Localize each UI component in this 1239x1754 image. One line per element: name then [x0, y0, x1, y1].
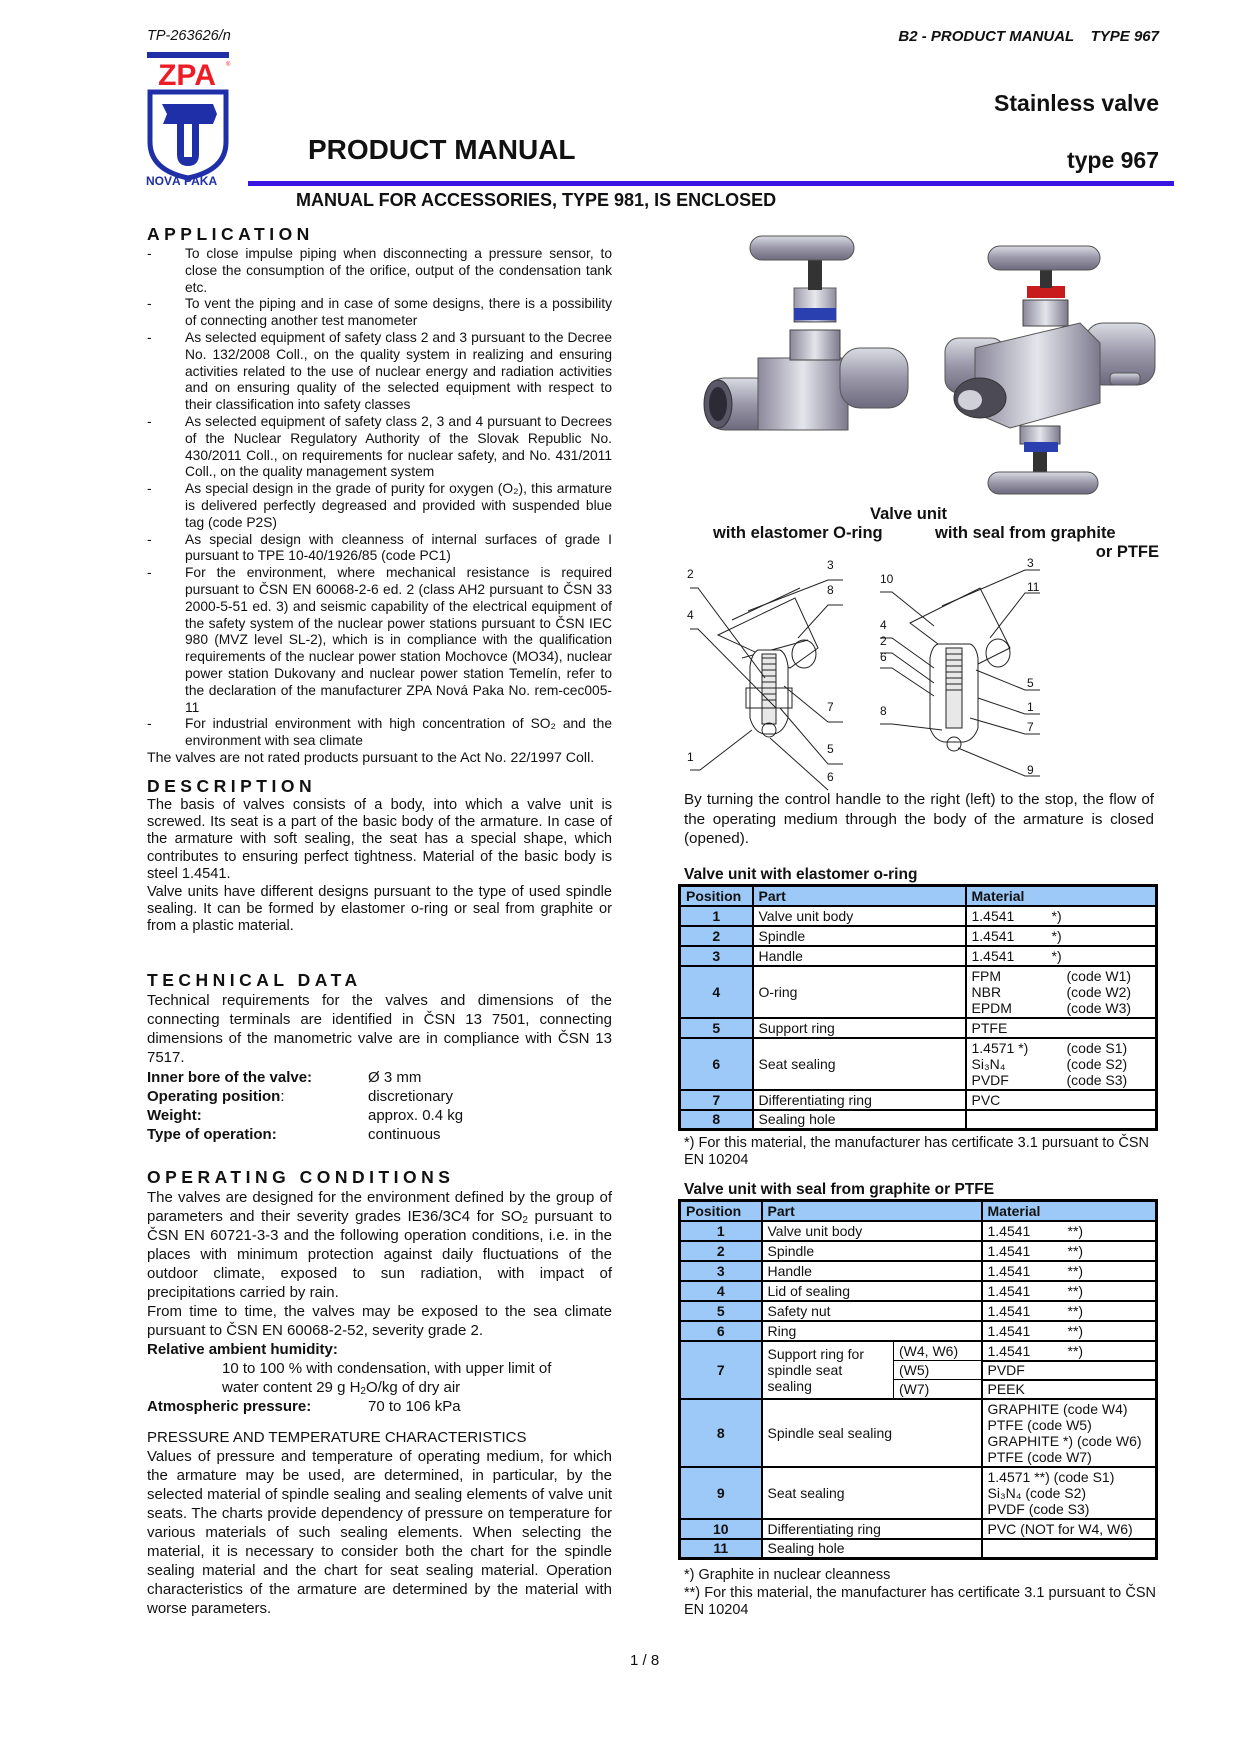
- table-row: [680, 1110, 1157, 1130]
- bullet-dash: -: [147, 565, 152, 581]
- variant-code-cell: (W5): [894, 1361, 982, 1380]
- callout-label: 6: [827, 770, 834, 784]
- material-value: PTFE: [971, 1019, 1008, 1036]
- material-value: GRAPHITE (code W4): [987, 1400, 1128, 1417]
- callout-label: 5: [1027, 676, 1034, 690]
- operating-text: The valves are designed for the environment defined by the group of parameters and their severity grades IE36/3C4 for SO: [147, 1189, 612, 1225]
- application-item-text: As selected equipment of safety class 2, 3 and 4 pursuant to Decrees of the Nuclear Regulatory Authority of the Slovak Republic No. 430/2011 Coll., on requirements for nuclear safety, and No. 431/2011 Coll., on the quality management system: [185, 413, 612, 480]
- material-code: (code W2): [1066, 983, 1132, 1000]
- material-note: **): [1067, 1302, 1084, 1319]
- application-item-text: As special design with cleanness of internal surfaces of grade I pursuant to TPE 10-40/1926/85 (code PC1): [185, 531, 612, 564]
- application-item-text: To vent the piping and in case of some designs, there is a possibility of connecting another test manometer: [185, 296, 612, 329]
- bullet-dash: -: [147, 481, 152, 497]
- callout-label: 11: [1027, 580, 1040, 594]
- callout-label: 2: [687, 567, 694, 581]
- material-cell: [982, 1539, 1157, 1559]
- material-cell: [966, 966, 1157, 1018]
- material-cell: [982, 1321, 1157, 1341]
- bullet-dash: -: [147, 413, 152, 429]
- figure-caption-top: Valve unit: [870, 505, 948, 523]
- application-list: [147, 246, 612, 767]
- material-value: PVC: [971, 1091, 1001, 1108]
- spec-label-suffix: :: [280, 1088, 285, 1105]
- main-title: PRODUCT MANUAL: [308, 134, 576, 165]
- position-cell: 3: [680, 1261, 762, 1281]
- table-row: [680, 1018, 1157, 1038]
- table-row: [680, 1090, 1157, 1110]
- callout-label: 7: [827, 700, 834, 714]
- part-cell: Sealing hole: [753, 1110, 966, 1130]
- callout-label: 2: [880, 634, 887, 648]
- material-value: 1.4571 *): [971, 1039, 1029, 1056]
- operating-paragraph-2: From time to time, the valves may be exposed to the sea climate pursuant to ČSN EN 60068-2-52, severity grade 2.: [147, 1303, 612, 1339]
- humidity-text: water content 29 g H: [222, 1379, 361, 1396]
- bullet-dash: -: [147, 296, 152, 312]
- bullet-dash: -: [147, 531, 152, 547]
- callout-label: 3: [1027, 556, 1034, 570]
- material-cell: [966, 946, 1157, 966]
- humidity-value: [147, 1359, 687, 1397]
- product-title: Stainless valve: [994, 90, 1159, 116]
- callout-label: 10: [880, 572, 894, 586]
- material-cell: [966, 906, 1157, 926]
- column-header: Position: [680, 1201, 762, 1221]
- variant-code-cell: (W4, W6): [894, 1341, 982, 1361]
- part-cell: Handle: [753, 946, 966, 966]
- part-cell: Sealing hole: [762, 1539, 982, 1559]
- table-row: [680, 946, 1157, 966]
- table-row: [680, 1467, 1157, 1519]
- part-cell: Differentiating ring: [753, 1090, 966, 1110]
- part-cell: Spindle: [753, 926, 966, 946]
- material-cell: PEEK: [982, 1380, 1157, 1399]
- pt-heading: PRESSURE AND TEMPERATURE CHARACTERISTICS: [147, 1429, 527, 1446]
- table1-footnote: *) For this material, the manufacturer has certificate 3.1 pursuant to ČSN EN 10204: [684, 1135, 1150, 1168]
- material-value: 1.4541: [987, 1282, 1031, 1299]
- logo-location: NOVÁ PAKA: [146, 174, 218, 188]
- material-cell: [982, 1399, 1157, 1467]
- position-cell: 2: [680, 1241, 762, 1261]
- section-heading-operating-conditions: OPERATING CONDITIONS: [147, 1167, 455, 1187]
- material-note: **): [1067, 1242, 1084, 1259]
- table-row: [680, 1261, 1157, 1281]
- valve-photo-graphic: [690, 228, 1160, 508]
- figure-caption-right-2: or PTFE: [1095, 543, 1159, 561]
- material-cell: PVDF: [982, 1361, 1157, 1380]
- application-item: [147, 414, 612, 481]
- column-header: Material: [966, 886, 1157, 906]
- description-paragraph-1: The basis of valves consists of a body, into which a valve unit is screwed. Its seat is a part of the basic body of the armature. In case of the armature with soft sealing, the seat has a special shape, which contributes to ensuring perfect tightness. Material of the basic body is steel 1.4541.: [147, 797, 612, 882]
- technical-paragraph: Technical requirements for the valves and dimensions of the connecting terminals are identified in ČSN 13 7501, connecting dimensions of the manometric valve are in compliance with ČSN 13 7517.: [147, 992, 612, 1066]
- material-value: PVDF: [971, 1071, 1009, 1088]
- position-cell: 9: [680, 1467, 762, 1519]
- document-type: B2 - PRODUCT MANUAL TYPE 967: [898, 28, 1159, 45]
- zpa-logo: [147, 52, 229, 192]
- bullet-dash: -: [147, 246, 152, 261]
- part-cell: Valve unit body: [753, 906, 966, 926]
- humidity-label: Relative ambient humidity:: [147, 1341, 338, 1358]
- material-value: 1.4541: [987, 1242, 1031, 1259]
- pressure-value: 70 to 106 kPa: [368, 1398, 461, 1415]
- svg-text:ZPA: ZPA: [158, 59, 216, 92]
- table-row: [680, 1399, 1157, 1467]
- part-cell: Spindle seal sealing: [762, 1399, 982, 1467]
- material-note: *): [1051, 927, 1062, 944]
- spec-inner-bore: [147, 1068, 612, 1087]
- valve-unit-drawings: [680, 558, 1040, 784]
- technical-specs: [147, 1068, 612, 1144]
- table1-title: Valve unit with elastomer o-ring: [684, 866, 918, 883]
- spec-label: Weight:: [147, 1107, 202, 1124]
- part-cell: Differentiating ring: [762, 1519, 982, 1539]
- position-cell: 4: [680, 1281, 762, 1301]
- application-item-text: To close impulse piping when disconnecting a pressure sensor, to close the consumption of the orifice, output of the condensation tank etc.: [185, 246, 612, 295]
- material-code: (code W3): [1066, 999, 1132, 1016]
- callout-label: 4: [880, 618, 887, 632]
- position-cell: 7: [680, 1090, 753, 1110]
- page-number: 1 / 8: [630, 1652, 660, 1669]
- material-value: 1.4541: [987, 1302, 1031, 1319]
- material-value: 1.4541: [987, 1222, 1031, 1239]
- table-header-row: [680, 886, 1157, 906]
- part-cell: Spindle: [762, 1241, 982, 1261]
- application-item-text: As selected equipment of safety class 2 and 3 pursuant to the Decree No. 132/2008 Coll., on the quality system in realizing and ensuring activities related to the use of nuclear energy and radiation activities and on ensuring quality of the selected equipment with respect to their classification into safety classes: [185, 329, 612, 413]
- material-code: (code S3): [1066, 1071, 1128, 1088]
- column-header: Part: [753, 886, 966, 906]
- material-value: 1.4541: [971, 907, 1015, 924]
- position-cell: 3: [680, 946, 753, 966]
- figure-caption-left: with elastomer O-ring: [713, 524, 883, 542]
- humidity-line: 10 to 100 % with condensation, with upper limit of: [222, 1360, 552, 1377]
- spec-value: discretionary: [368, 1088, 454, 1105]
- material-value: 1.4541: [987, 1262, 1031, 1279]
- subscript: 2: [522, 1215, 528, 1226]
- spec-type-of-operation: [147, 1125, 612, 1144]
- part-cell: Ring: [762, 1321, 982, 1341]
- bullet-dash: -: [147, 329, 152, 345]
- humidity-text: O/kg of dry air: [365, 1379, 461, 1396]
- material-cell: [982, 1301, 1157, 1321]
- table-row: [680, 1038, 1157, 1090]
- application-item: [147, 296, 612, 330]
- position-cell: 11: [680, 1539, 762, 1559]
- table-row: [680, 926, 1157, 946]
- callout-label: 6: [880, 650, 887, 664]
- position-cell: 10: [680, 1519, 762, 1539]
- application-item-text: For the environment, where mechanical resistance is required pursuant to ČSN EN 60068-2-6 ed. 2 (class AH2 pursuant to ČSN 33 2000-5-51 ed. 3) and seismic capability of the electrical equipment of the safety system of the nuclear power stations pursuant to ČSN IEC 980 (MVZ level SL-2), which is in compliance with the qualification requirements of the nuclear power station Mochovce (MO34), nuclear power station Dukovany and nuclear power station Temelín, refer to the declaration of the manufacturer ZPA Nová Paka No. rem-cec005-11: [185, 565, 612, 715]
- valve-left: [704, 236, 908, 430]
- table-row: [680, 906, 1157, 926]
- material-value: PTFE (code W5): [987, 1416, 1092, 1433]
- svg-text:®: ®: [226, 62, 231, 68]
- table-row: [680, 1241, 1157, 1261]
- material-note: **): [1067, 1342, 1084, 1359]
- callout-label: 9: [1027, 763, 1034, 777]
- material-value: GRAPHITE *) (code W6): [987, 1432, 1142, 1449]
- table-row: [680, 1321, 1157, 1341]
- spec-label: Type of operation:: [147, 1126, 277, 1143]
- part-cell: Safety nut: [762, 1301, 982, 1321]
- part-cell: O-ring: [753, 966, 966, 1018]
- part-cell: Valve unit body: [762, 1221, 982, 1241]
- figure-caption-right: with seal from graphite: [935, 524, 1116, 542]
- table-header-row: [680, 1201, 1157, 1221]
- spec-value: continuous: [368, 1126, 441, 1143]
- application-item-text: For industrial environment with high concentration of SO₂ and the environment with sea climate: [185, 716, 612, 749]
- description-paragraph-2: Valve units have different designs pursuant to the type of used spindle sealing. It can be formed by elastomer o-ring or seal from graphite or from a plastic material.: [147, 884, 612, 935]
- operating-paragraph-1: [147, 1188, 612, 1302]
- position-cell: 4: [680, 966, 753, 1018]
- part-cell: Lid of sealing: [762, 1281, 982, 1301]
- material-cell: [966, 1110, 1157, 1130]
- application-item: [147, 330, 612, 414]
- operation-text: By turning the control handle to the right (left) to the stop, the flow of the operating medium through the body of the armature is closed (opened).: [684, 791, 1154, 847]
- material-cell: [982, 1261, 1157, 1281]
- spec-value: approx. 0.4 kg: [368, 1107, 464, 1124]
- material-value: 1.4571 **) (code S1): [987, 1468, 1115, 1485]
- material-cell: PVC (NOT for W4, W6): [982, 1519, 1157, 1539]
- column-header: Material: [982, 1201, 1157, 1221]
- part-cell: Support ring: [753, 1018, 966, 1038]
- position-cell: 6: [680, 1038, 753, 1090]
- valve-right: [945, 246, 1155, 494]
- material-cell: [982, 1281, 1157, 1301]
- spec-operating-position: [147, 1087, 612, 1106]
- part-cell: Handle: [762, 1261, 982, 1281]
- application-item: [147, 716, 612, 750]
- pressure-row: [147, 1397, 612, 1416]
- material-note: *): [1051, 907, 1062, 924]
- application-item-text: As special design in the grade of purity for oxygen (O₂), this armature is delivered perfectly degreased and provided with suspended blue tag (code P2S): [185, 481, 612, 530]
- table-row: [680, 1221, 1157, 1241]
- callout-label: 8: [827, 583, 834, 597]
- material-cell: [982, 1467, 1157, 1519]
- material-value: 1.4541: [987, 1322, 1031, 1339]
- material-value: Si₃N₄: [971, 1055, 1006, 1072]
- material-code: (code W1): [1066, 967, 1132, 984]
- part-cell: Seat sealing: [753, 1038, 966, 1090]
- header-divider: [248, 181, 1174, 186]
- pt-paragraph: Values of pressure and temperature of operating medium, for which the armature may be used, are determined, in particular, by the selected material of spindle sealing and sealing elements of valve unit seats. The charts provide dependency of pressure on temperature for various materials of such sealing elements. When selecting the material, it is necessary to consider both the chart for the spindle sealing material and the chart for seat sealing material. Operation characteristics of the armature are determined by the material with worse parameters.: [147, 1448, 612, 1617]
- position-cell: 8: [680, 1110, 753, 1130]
- variant-code-cell: (W7): [894, 1380, 982, 1399]
- enclosed-note: MANUAL FOR ACCESSORIES, TYPE 981, IS ENCLOSED: [296, 190, 777, 210]
- table2-footnote-1: *) Graphite in nuclear cleanness: [684, 1567, 891, 1583]
- product-type: type 967: [1066, 147, 1159, 173]
- pressure-label: Atmospheric pressure:: [147, 1398, 312, 1415]
- material-code: (code S2): [1066, 1055, 1128, 1072]
- spec-label: Inner bore of the valve:: [147, 1069, 313, 1086]
- spec-label: Operating position: [147, 1088, 281, 1105]
- part-cell: Support ring for spindle seat sealing: [762, 1341, 894, 1399]
- position-cell: 8: [680, 1399, 762, 1467]
- table2-title: Valve unit with seal from graphite or PTFE: [684, 1181, 995, 1198]
- bullet-dash: -: [147, 716, 152, 732]
- table-elastomer-o-ring: [678, 884, 1158, 1131]
- table-row: [680, 1539, 1157, 1559]
- callout-label: 3: [827, 558, 834, 572]
- table-graphite-ptfe: [678, 1199, 1158, 1560]
- table-row: [680, 1281, 1157, 1301]
- spec-weight: [147, 1106, 612, 1125]
- material-value: PTFE (code W7): [987, 1448, 1092, 1465]
- material-note: **): [1067, 1282, 1084, 1299]
- subscript: 2: [360, 1386, 366, 1397]
- callout-label: 8: [880, 704, 887, 718]
- humidity-line: [222, 1378, 687, 1397]
- column-header: Part: [762, 1201, 982, 1221]
- callout-label: 1: [1027, 700, 1034, 714]
- material-value: Si₃N₄ (code S2): [987, 1484, 1087, 1501]
- material-value: FPM: [971, 967, 1002, 984]
- table-row: [680, 966, 1157, 1018]
- material-value: 1.4541: [971, 927, 1015, 944]
- callout-label: 7: [1027, 720, 1034, 734]
- material-value: 1.4541: [987, 1342, 1031, 1359]
- table-row: [680, 1341, 1157, 1361]
- application-item: [147, 246, 612, 296]
- position-cell: 1: [680, 906, 753, 926]
- material-cell: [966, 926, 1157, 946]
- material-value: 1.4541: [971, 947, 1015, 964]
- callout-label: 5: [827, 742, 834, 756]
- material-cell: [982, 1221, 1157, 1241]
- material-code: (code S1): [1066, 1039, 1128, 1056]
- material-cell: [982, 1341, 1157, 1361]
- position-cell: 6: [680, 1321, 762, 1341]
- material-cell: [966, 1018, 1157, 1038]
- callout-label: 4: [687, 608, 694, 622]
- position-cell: 7: [680, 1341, 762, 1399]
- material-value: PVDF (code S3): [987, 1500, 1090, 1517]
- spec-value: Ø 3 mm: [368, 1069, 422, 1086]
- application-item: [147, 532, 612, 566]
- column-header: Position: [680, 886, 753, 906]
- position-cell: 5: [680, 1018, 753, 1038]
- section-heading-application: APPLICATION: [147, 224, 314, 244]
- material-value: EPDM: [971, 999, 1012, 1016]
- position-cell: 1: [680, 1221, 762, 1241]
- callout-label: 1: [687, 750, 694, 764]
- operating-text: pursuant to ČSN EN 60721-3-3 and the following operation conditions, i.e. in the places with minimum protection against daily fluctuations of the outdoor climate, exposed to sun radiation, with impact of precipitations carried by rain.: [147, 1208, 612, 1301]
- zpa-logo-graphic: [147, 52, 229, 192]
- part-cell: Seat sealing: [762, 1467, 982, 1519]
- valve-unit-drawing-graphic: [680, 558, 1040, 784]
- material-cell: [966, 1038, 1157, 1090]
- valve-photos: [690, 228, 1160, 508]
- material-value: NBR: [971, 983, 1002, 1000]
- position-cell: 2: [680, 926, 753, 946]
- material-note: *): [1051, 947, 1062, 964]
- table2-footnote-2: **) For this material, the manufacturer has certificate 3.1 pursuant to ČSN EN 10204: [684, 1585, 1156, 1618]
- section-heading-description: DESCRIPTION: [147, 776, 317, 796]
- application-item: [147, 565, 612, 716]
- material-cell: [982, 1241, 1157, 1261]
- position-cell: 5: [680, 1301, 762, 1321]
- application-closing: The valves are not rated products pursuant to the Act No. 22/1997 Coll.: [147, 749, 595, 766]
- table-row: [680, 1301, 1157, 1321]
- section-heading-technical-data: TECHNICAL DATA: [147, 970, 362, 990]
- material-note: **): [1067, 1222, 1084, 1239]
- document-code: TP-263626/n: [147, 28, 231, 44]
- table-row: [680, 1519, 1157, 1539]
- material-note: **): [1067, 1322, 1084, 1339]
- material-cell: [966, 1090, 1157, 1110]
- material-note: **): [1067, 1262, 1084, 1279]
- application-item: [147, 481, 612, 531]
